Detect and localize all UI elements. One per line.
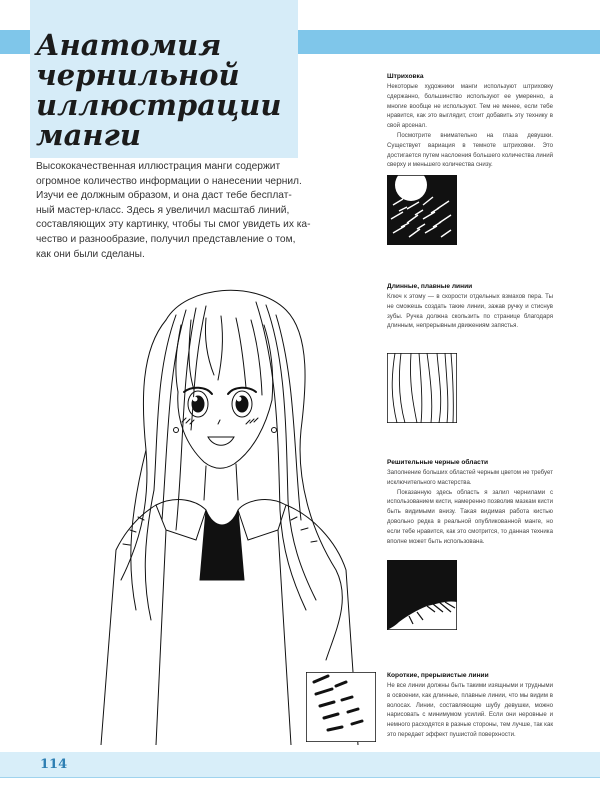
black-areas-swatch bbox=[387, 560, 457, 630]
intro-line: огромное количество информации о нанесении чернил. bbox=[36, 175, 302, 187]
title-line: чернильной bbox=[36, 58, 240, 92]
section-paragraph: Посмотрите внимательно на глаза девушки. Существует вариация в темноте штриховки. Это достигается путем наслоения большего количества линий сверху и меньшего количества снизу. bbox=[387, 131, 553, 169]
intro-line: как они были сделаны. bbox=[36, 248, 145, 260]
page-title bbox=[36, 30, 296, 150]
title-line: Анатомия bbox=[36, 28, 222, 62]
section-hatching bbox=[387, 73, 553, 170]
section-paragraph: Ключ к этому — в скорости отдельных взмахов пера. Ты не сможешь создать такие линии, зажав ручку и стиснув зубы. Ручка должна скользить по странице благодаря длинным, непрерывным движениям запястья. bbox=[387, 293, 553, 330]
footer-band bbox=[0, 752, 600, 777]
intro-line: Изучи ее должным образом, и она даст тебе бесплат- bbox=[36, 190, 292, 202]
intro-line: составляющих эту картинку, чтобы ты смог увидеть их ка- bbox=[36, 219, 311, 231]
section-paragraph: Показанную здесь область я залил чернилами с использованием кисти, намеренно позволив мазкам кисти быть видимыми внизу. Такая видимая работа кистью довольно редка в реальной опубликованной манге, но если тебе нравится, как это смотрится, то данная техника вполне может быть использована. bbox=[387, 488, 553, 545]
section-body bbox=[387, 82, 553, 170]
title-line: манги bbox=[36, 118, 141, 152]
hatching-swatch bbox=[387, 175, 457, 245]
intro-line: ный мастер-класс. Здесь я увеличил масштаб линий, bbox=[36, 204, 290, 216]
title-line: иллюстрации bbox=[36, 88, 282, 122]
section-paragraph: Заполнение больших областей черным цветом не требует исключительного мастерства. bbox=[387, 469, 553, 486]
section-body bbox=[387, 292, 553, 331]
section-title: Длинные, плавные линии bbox=[387, 283, 473, 290]
section-paragraph: Некоторые художники манги используют штриховку сдержанно, большинство используют ее умеренно, а многие вообще не используют. Тем не менее, если тебе нравится, как это выглядит, стоит добавить эту технику в свой арсенал. bbox=[387, 83, 553, 130]
section-title: Короткие, прерывистые линии bbox=[387, 672, 489, 679]
intro-line: чество и разнообразие, получил представление о том, bbox=[36, 233, 296, 245]
intro-paragraph bbox=[36, 160, 311, 262]
long-lines-swatch bbox=[387, 353, 457, 423]
section-title: Решительные черные области bbox=[387, 459, 489, 466]
section-title: Штриховка bbox=[387, 73, 424, 80]
section-body bbox=[387, 681, 553, 740]
section-body bbox=[387, 468, 553, 546]
section-paragraph: Не все линии должны быть такими изящными и трудными в освоении, как длинные, плавные линии, что мы видим в волосах. Линии, составляющие шубу девушки, можно нарисовать с минимумом усилий. Если они неровные и немного расходятся в разные стороны, тем лучше, так как это передает эффект пушистой поверхности. bbox=[387, 682, 553, 738]
short-lines-swatch bbox=[306, 672, 376, 742]
section-short-lines bbox=[387, 672, 553, 740]
intro-line: Высококачественная иллюстрация манги содержит bbox=[36, 161, 281, 172]
footer-divider bbox=[0, 777, 600, 778]
section-black-areas bbox=[387, 459, 553, 546]
page-number: 114 bbox=[40, 757, 68, 772]
section-long-lines bbox=[387, 283, 553, 331]
